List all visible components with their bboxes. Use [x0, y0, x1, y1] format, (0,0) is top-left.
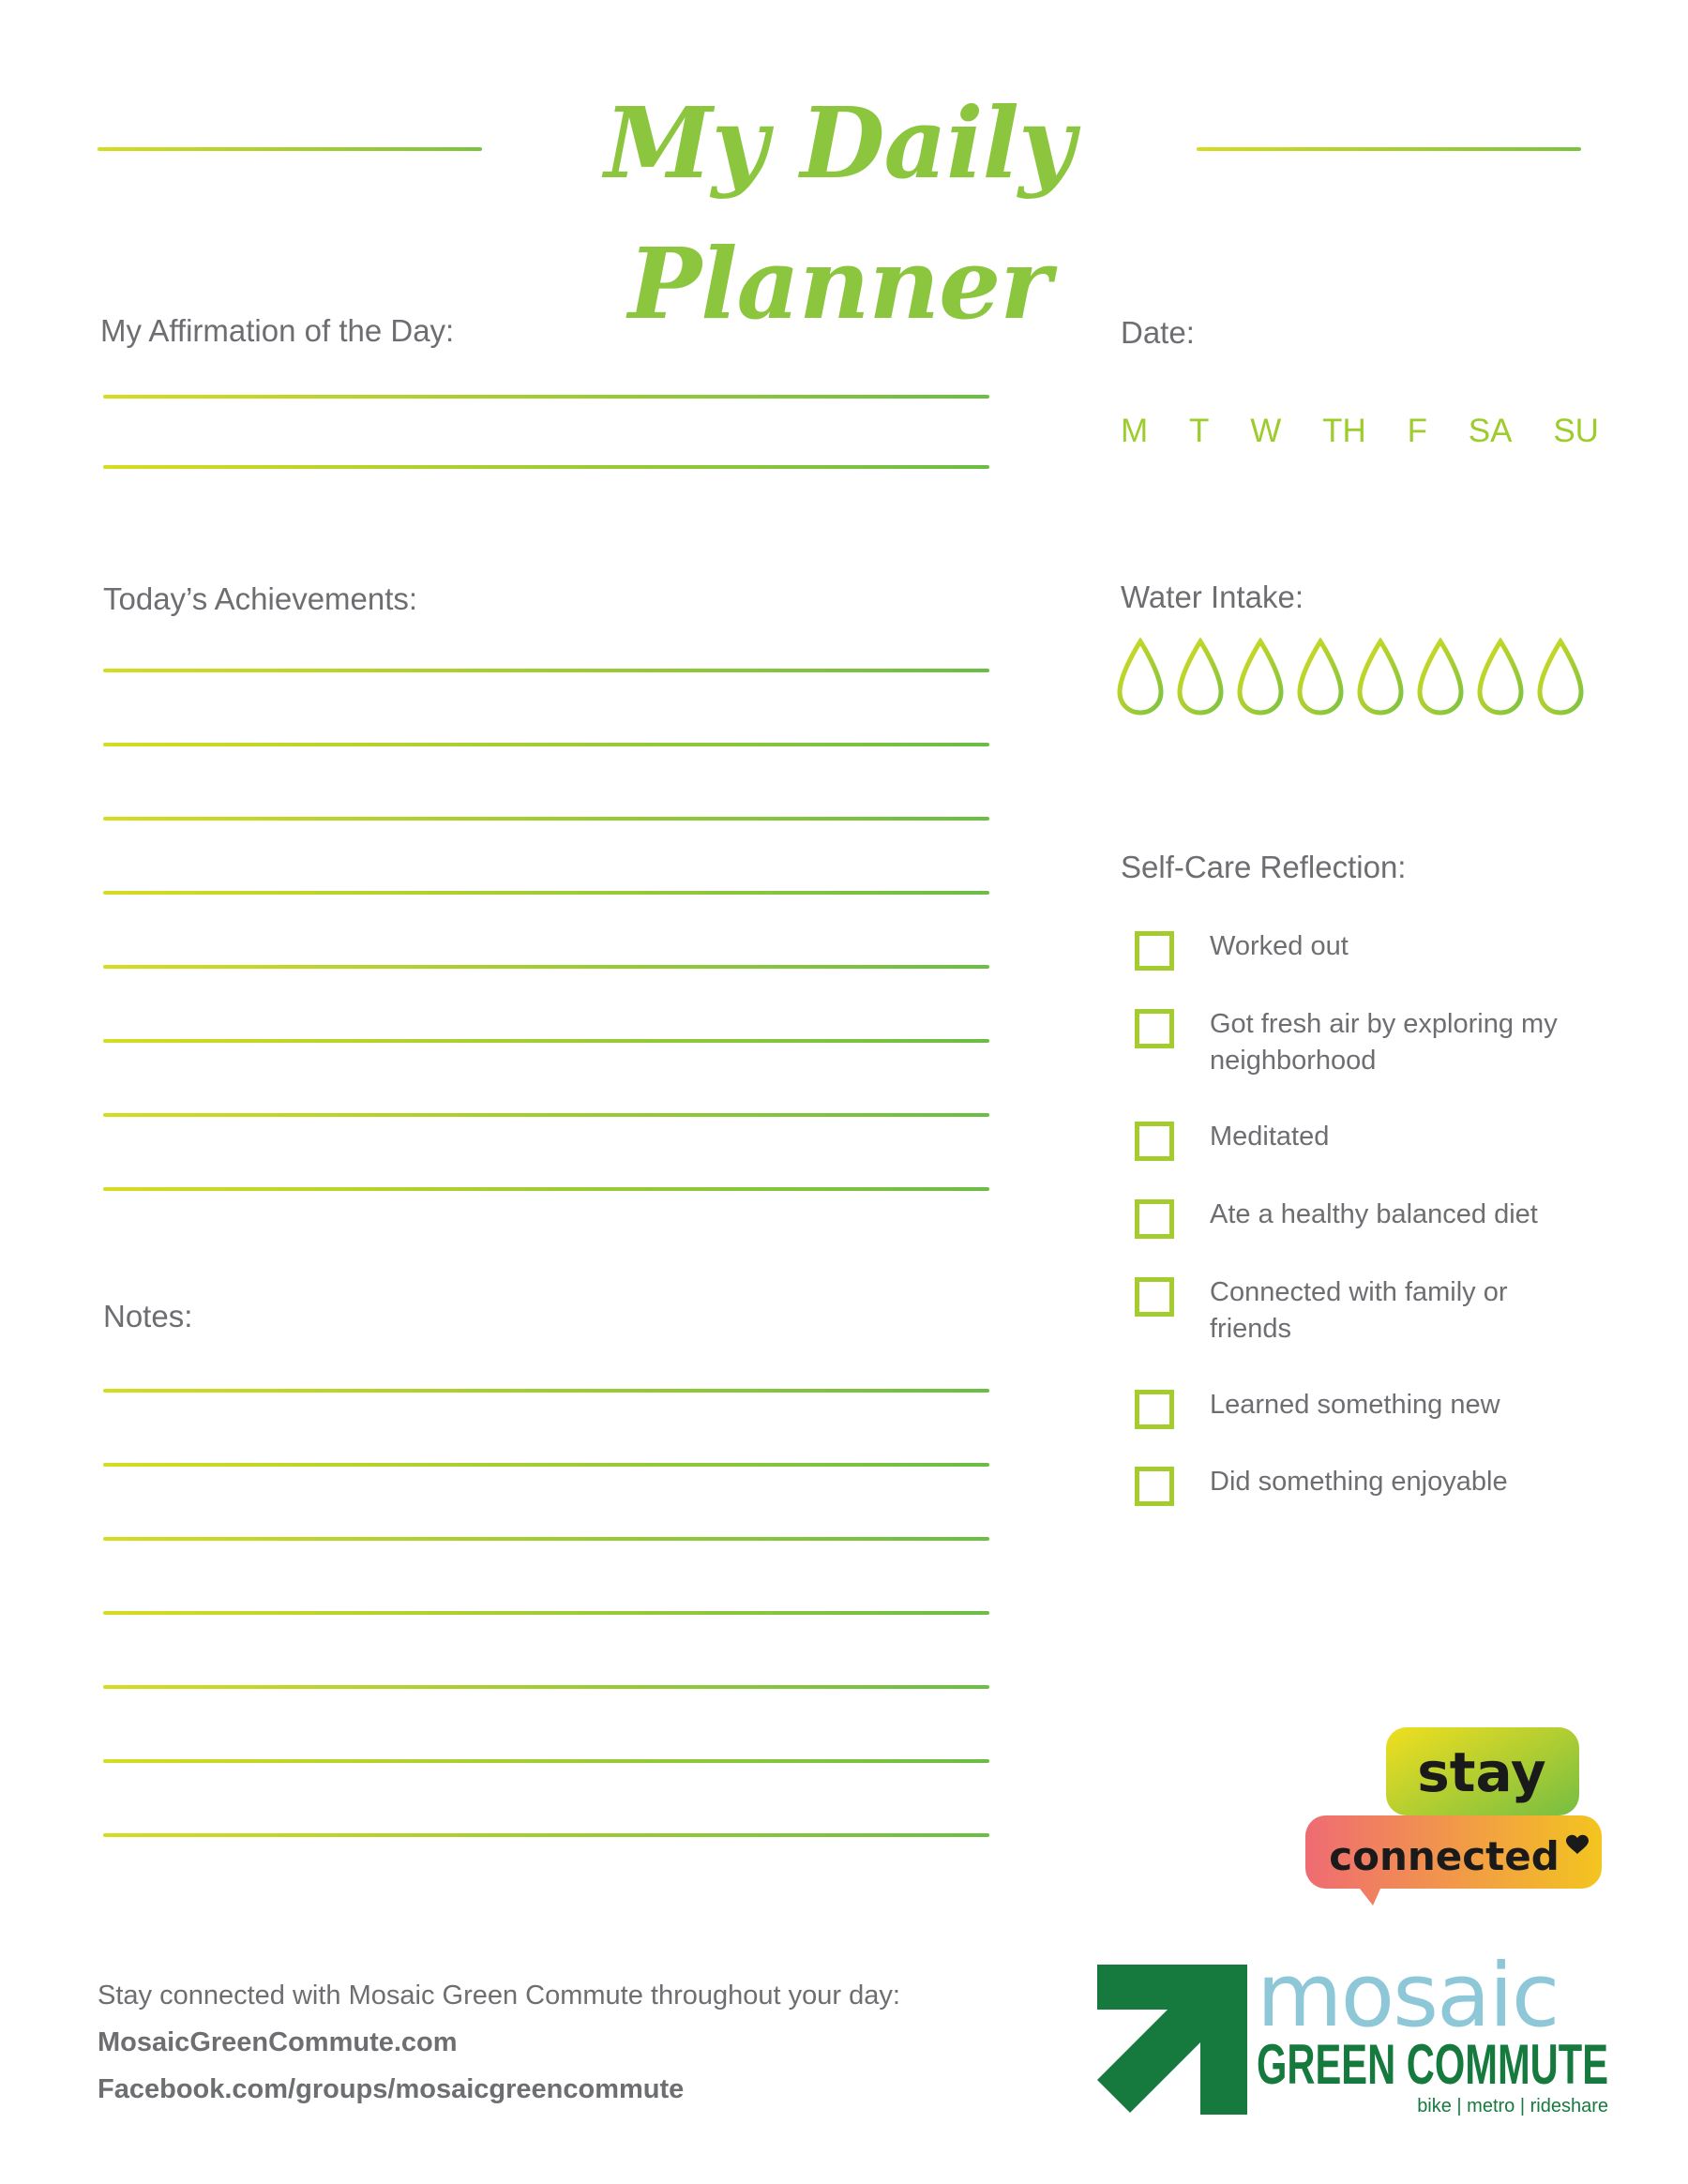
water-drops — [1116, 638, 1585, 717]
achievement-line[interactable] — [103, 1113, 989, 1117]
day-sunday[interactable]: SU — [1553, 413, 1599, 449]
achievement-line[interactable] — [103, 1039, 989, 1043]
water-drop-icon[interactable] — [1536, 638, 1585, 717]
checkbox[interactable] — [1135, 1199, 1174, 1239]
facebook-link[interactable]: Facebook.com/groups/mosaicgreencommute — [98, 2074, 685, 2104]
notes-label: Notes: — [103, 1299, 193, 1333]
day-monday[interactable]: M — [1121, 413, 1149, 449]
water-drop-icon[interactable] — [1176, 638, 1225, 717]
checklist-label: Connected with family or friends — [1210, 1277, 1508, 1344]
notes-line[interactable] — [103, 1685, 989, 1689]
mosaic-green-commute-logo — [1088, 1951, 1613, 2119]
website-link[interactable]: MosaicGreenCommute.com — [98, 2027, 458, 2057]
selfcare-label: Self-Care Reflection: — [1121, 850, 1407, 884]
checkbox[interactable] — [1135, 1277, 1174, 1317]
page-title: My Daily Planner — [604, 85, 1075, 341]
affirmation-line[interactable] — [103, 465, 989, 469]
achievement-line[interactable] — [103, 891, 989, 895]
water-drop-icon[interactable] — [1356, 638, 1405, 717]
achievements-label: Today’s Achievements: — [103, 581, 418, 616]
checkbox[interactable] — [1135, 1009, 1174, 1048]
checklist-label: Got fresh air by exploring my neighborhood — [1210, 1009, 1558, 1076]
title-rule-left — [98, 147, 482, 151]
logo-green-commute-text: GREEN COMMUTE — [1257, 2033, 1608, 2096]
footer-intro: Stay connected with Mosaic Green Commute throughout your day: — [98, 1981, 900, 2011]
day-thursday[interactable]: TH — [1322, 413, 1366, 449]
day-saturday[interactable]: SA — [1468, 413, 1513, 449]
checklist-label: Meditated — [1210, 1122, 1330, 1152]
badge-stay-text: stay — [1417, 1740, 1546, 1804]
title-rule-right — [1197, 147, 1581, 151]
water-drop-icon[interactable] — [1416, 638, 1465, 717]
affirmation-label: My Affirmation of the Day: — [100, 313, 455, 348]
badge-connected-text: connected — [1329, 1833, 1560, 1879]
water-drop-icon[interactable] — [1296, 638, 1345, 717]
day-tuesday[interactable]: T — [1188, 413, 1210, 449]
checklist-label: Ate a healthy balanced diet — [1210, 1199, 1538, 1229]
checkbox[interactable] — [1135, 1390, 1174, 1429]
checklist-label: Did something enjoyable — [1210, 1467, 1508, 1497]
day-friday[interactable]: F — [1407, 413, 1427, 449]
achievement-line[interactable] — [103, 965, 989, 969]
checkbox[interactable] — [1135, 1467, 1174, 1506]
water-intake-label: Water Intake: — [1121, 580, 1304, 614]
checkbox[interactable] — [1135, 1122, 1174, 1161]
checkbox[interactable] — [1135, 931, 1174, 971]
arrow-icon — [1097, 1965, 1247, 2115]
checklist-label: Worked out — [1210, 931, 1349, 961]
achievement-line[interactable] — [103, 743, 989, 746]
notes-line[interactable] — [103, 1833, 989, 1837]
notes-line[interactable] — [103, 1537, 989, 1541]
weekday-selector — [1121, 413, 1599, 450]
stay-connected-badge — [1304, 1725, 1613, 1922]
water-drop-icon[interactable] — [1476, 638, 1525, 717]
logo-mosaic-text: mosaic — [1257, 1951, 1559, 2047]
affirmation-line[interactable] — [103, 395, 989, 399]
achievement-line[interactable] — [103, 817, 989, 821]
notes-line[interactable] — [103, 1759, 989, 1763]
notes-line[interactable] — [103, 1463, 989, 1467]
notes-line[interactable] — [103, 1611, 989, 1615]
checklist-label: Learned something new — [1210, 1390, 1500, 1420]
day-wednesday[interactable]: W — [1250, 413, 1282, 449]
water-drop-icon[interactable] — [1116, 638, 1165, 717]
achievement-line[interactable] — [103, 1187, 989, 1191]
achievement-line[interactable] — [103, 669, 989, 672]
date-label: Date: — [1121, 315, 1195, 350]
notes-line[interactable] — [103, 1389, 989, 1393]
water-drop-icon[interactable] — [1236, 638, 1285, 717]
logo-tagline-text: bike | metro | rideshare — [1417, 2096, 1608, 2116]
